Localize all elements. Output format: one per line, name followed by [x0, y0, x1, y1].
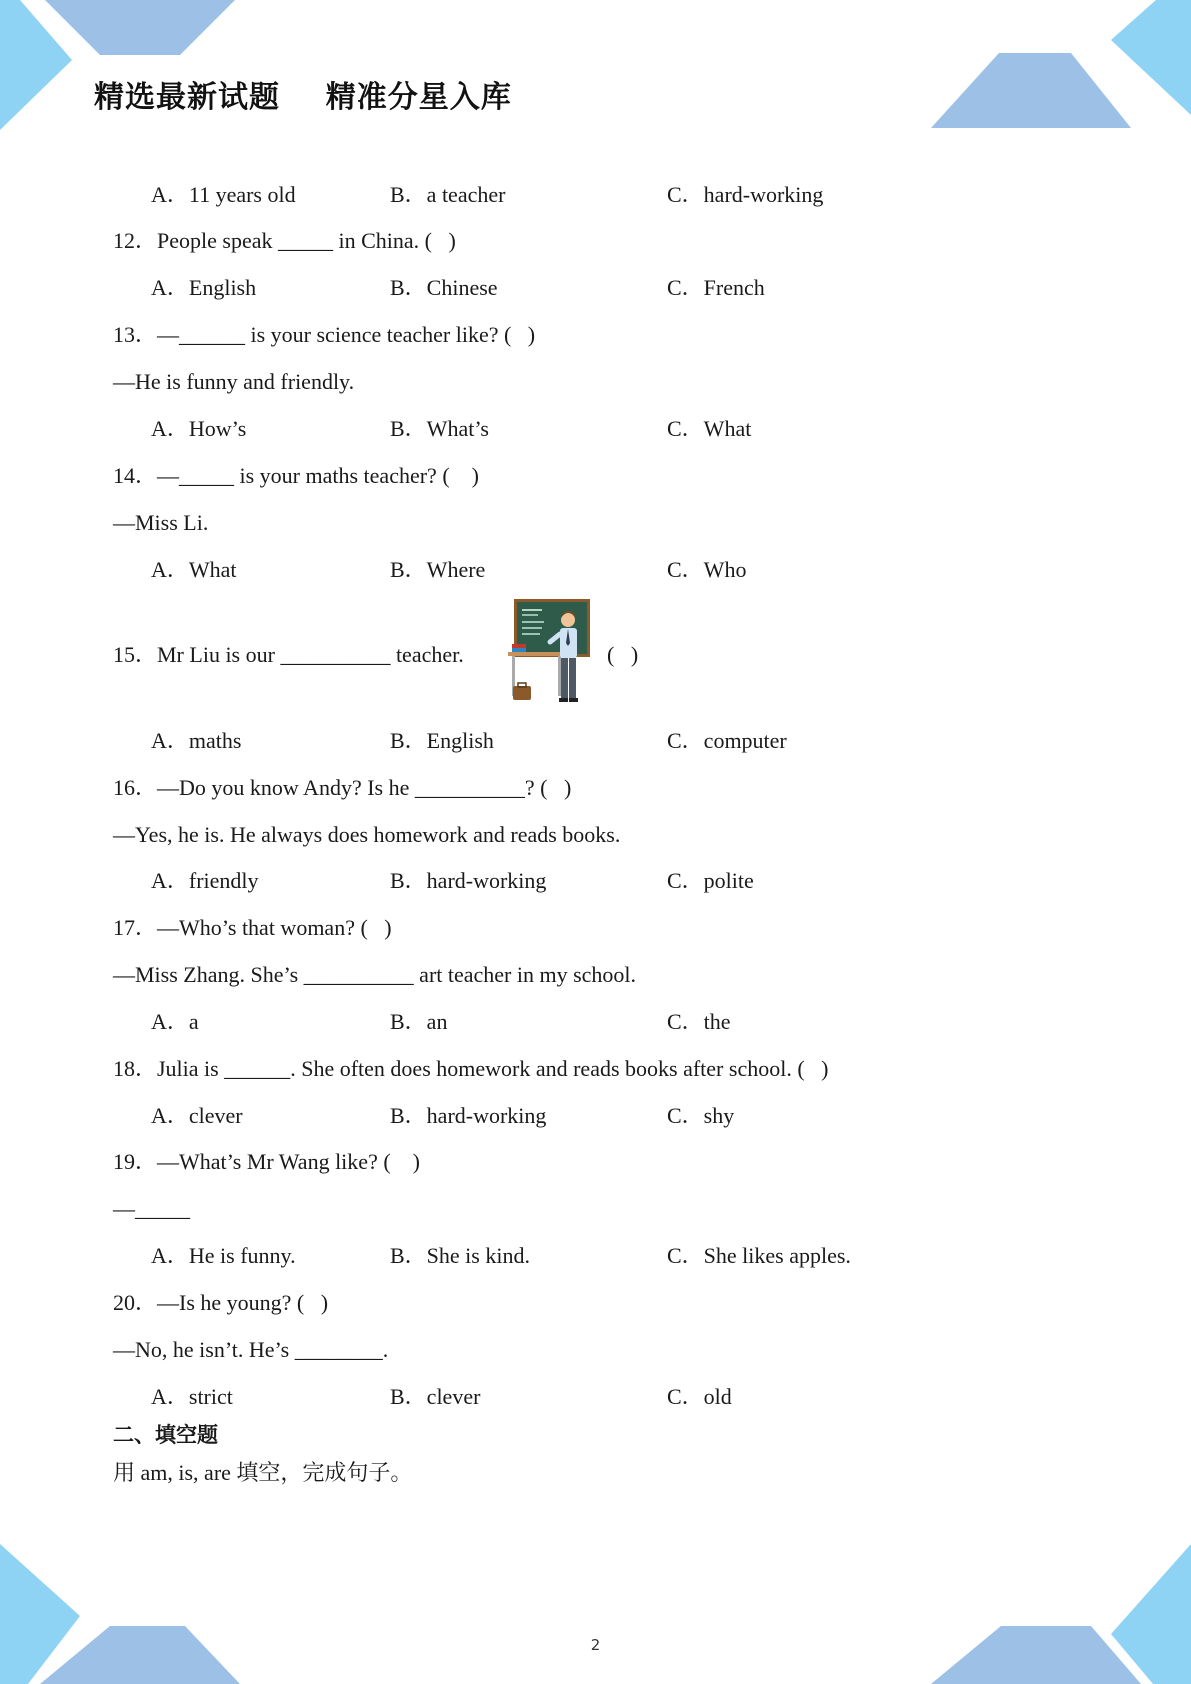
q20-option-b[interactable]: B．clever [390, 1384, 481, 1409]
q14-stem: 14．—_____ is your maths teacher? ( ) [113, 463, 479, 488]
q11-option-c[interactable]: C．hard-working [667, 182, 824, 207]
q20-options [151, 1383, 1051, 1411]
q17-option-b[interactable]: B．an [390, 1009, 448, 1034]
q13-option-a[interactable]: A．How’s [151, 416, 247, 441]
q11-option-b[interactable]: B．a teacher [390, 182, 506, 207]
q20-option-a[interactable]: A．strict [151, 1384, 233, 1409]
section-instruction: 用 am, is, are 填空，完成句子。 [113, 1460, 413, 1485]
teacher-at-blackboard-image [508, 598, 594, 706]
q16-stem: 16．—Do you know Andy? Is he __________? ( ) [113, 775, 572, 800]
q11-options [151, 181, 1051, 209]
q20-stem: 20．—Is he young? ( ) [113, 1290, 329, 1315]
q14-option-c[interactable]: C．Who [667, 557, 747, 582]
q13-reply: —He is funny and friendly. [113, 369, 355, 394]
q12-stem: 12．People speak _____ in China. ( ) [113, 228, 456, 253]
q20-option-c[interactable]: C．old [667, 1384, 732, 1409]
q15-stem: 15．Mr Liu is our __________ teacher. [113, 642, 464, 667]
q15-option-c[interactable]: C．computer [667, 728, 787, 753]
q12-option-c[interactable]: C．French [667, 275, 765, 300]
q15-answer-paren: ( ) [607, 642, 639, 667]
corner-decoration-top-right [931, 0, 1191, 130]
q17-option-a[interactable]: A．a [151, 1009, 199, 1034]
q18-options [151, 1102, 1051, 1130]
q17-reply: —Miss Zhang. She’s __________ art teacher in my school. [113, 962, 637, 987]
q13-option-c[interactable]: C．What [667, 416, 752, 441]
q13-stem: 13．—______ is your science teacher like? ( ) [113, 322, 536, 347]
q19-stem: 19．—What’s Mr Wang like? ( ) [113, 1149, 420, 1174]
q19-option-c[interactable]: C．She likes apples. [667, 1243, 851, 1268]
q19-options [151, 1242, 1051, 1270]
q18-option-b[interactable]: B．hard-working [390, 1103, 547, 1128]
q16-options [151, 867, 1051, 895]
q18-option-c[interactable]: C．shy [667, 1103, 735, 1128]
corner-decoration-bottom-left [0, 1544, 260, 1684]
q16-option-a[interactable]: A．friendly [151, 868, 259, 893]
page-number: 2 [590, 1636, 601, 1654]
q17-option-c[interactable]: C．the [667, 1009, 731, 1034]
q14-option-b[interactable]: B．Where [390, 557, 486, 582]
q16-option-c[interactable]: C．polite [667, 868, 754, 893]
q20-reply: —No, he isn’t. He’s ________. [113, 1337, 389, 1362]
q19-option-a[interactable]: A．He is funny. [151, 1243, 296, 1268]
q12-option-a[interactable]: A．English [151, 275, 257, 300]
q19-option-b[interactable]: B．She is kind. [390, 1243, 530, 1268]
q17-stem: 17．—Who’s that woman? ( ) [113, 915, 392, 940]
q18-option-a[interactable]: A．clever [151, 1103, 243, 1128]
q13-option-b[interactable]: B．What’s [390, 416, 489, 441]
q18-stem: 18．Julia is ______. She often does homework and reads books after school. ( ) [113, 1056, 829, 1081]
q12-options [151, 274, 1051, 302]
q14-option-a[interactable]: A．What [151, 557, 237, 582]
q16-reply: —Yes, he is. He always does homework and reads books. [113, 822, 621, 847]
q14-options [151, 556, 1051, 584]
q12-option-b[interactable]: B．Chinese [390, 275, 498, 300]
header-title: 精选最新试题 精准分星入库 [94, 80, 512, 115]
q15-option-a[interactable]: A．maths [151, 728, 242, 753]
corner-decoration-bottom-right [931, 1544, 1191, 1684]
q13-options [151, 415, 1051, 443]
q11-option-a[interactable]: A．11 years old [151, 182, 296, 207]
q19-reply: —_____ [113, 1196, 190, 1221]
q17-options [151, 1008, 1051, 1036]
q16-option-b[interactable]: B．hard-working [390, 868, 547, 893]
q15-options [151, 727, 1051, 755]
section-heading: 二、填空题 [113, 1423, 218, 1447]
q15-option-b[interactable]: B．English [390, 728, 494, 753]
q14-reply: —Miss Li. [113, 510, 209, 535]
